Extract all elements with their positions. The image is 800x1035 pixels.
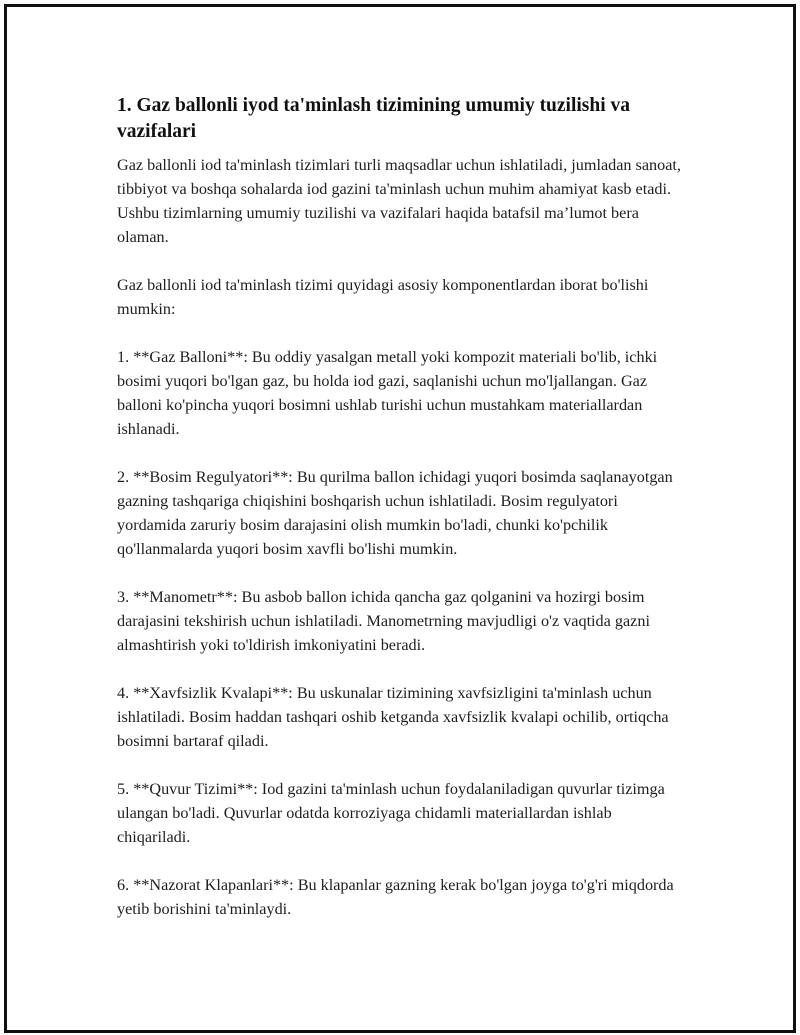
document-title: 1. Gaz ballonli iyod ta'minlash tizimining umumiy tuzilishi va vazifalari [117, 95, 631, 142]
list-item-safety-valve: 4. **Xavfsizlik Kvalapi**: Bu uskunalar tizimining xavfsizligini ta'minlash uchun ishlatiladi. Bosim haddan tashqari oshib ketganda xavfsizlik kvalapi ochilib, ortiqcha bosimni bartaraf qiladi. [117, 684, 669, 750]
list-item-pipe-system: 5. **Quvur Tizimi**: Iod gazini ta'minlash uchun foydalaniladigan quvurlar tizimga ulangan bo'ladi. Quvurlar odatda korroziyaga chidamli materiallardan ishlab chiqariladi. [117, 780, 665, 846]
list-item-manometer: 3. **Manometr**: Bu asbob ballon ichida qancha gaz qolganini va hozirgi bosim darajasini tekshirish uchun ishlatiladi. Manometrning mavjudligi o'z vaqtida gazni almashtirish yoki to'ldirish imkoniyatini beradi. [117, 588, 650, 654]
intro-paragraph: Gaz ballonli iod ta'minlash tizimlari turli maqsadlar uchun ishlatiladi, jumladan sanoat, tibbiyot va boshqa sohalarda iod gazini ta'minlash uchun muhim ahamiyat kasb etadi. Ushbu tizimlarning umumiy tuzilishi va vazifalari haqida batafsil ma’lumot bera olaman. [117, 156, 681, 246]
list-item-gas-cylinder: 1. **Gaz Balloni**: Bu oddiy yasalgan metall yoki kompozit materiali bo'lib, ichki bosimi yuqori bo'lgan gaz, bu holda iod gazi, saqlanishi uchun mo'ljallangan. Gaz balloni ko'pincha yuqori bosimni ushlab turishi uchun mustahkam materiallardan ishlanadi. [117, 348, 658, 438]
document-body [117, 93, 687, 945]
components-intro-paragraph: Gaz ballonli iod ta'minlash tizimi quyidagi asosiy komponentlardan iborat bo'lishi mumkin: [117, 276, 649, 318]
list-item-control-valves: 6. **Nazorat Klapanlari**: Bu klapanlar gazning kerak bo'lgan joyga to'g'ri miqdorda yetib borishini ta'minlaydi. [117, 876, 674, 918]
list-item-pressure-regulator: 2. **Bosim Regulyatori**: Bu qurilma ballon ichidagi yuqori bosimda saqlanayotgan gazning tashqariga chiqishini boshqarish uchun ishlatiladi. Bosim regulyatori yordamida zaruriy bosim darajasini olish mumkin bo'ladi, chunki ko'pchilik qo'llanmalarda yuqori bosim xavfli bo'lishi mumkin. [117, 468, 673, 558]
